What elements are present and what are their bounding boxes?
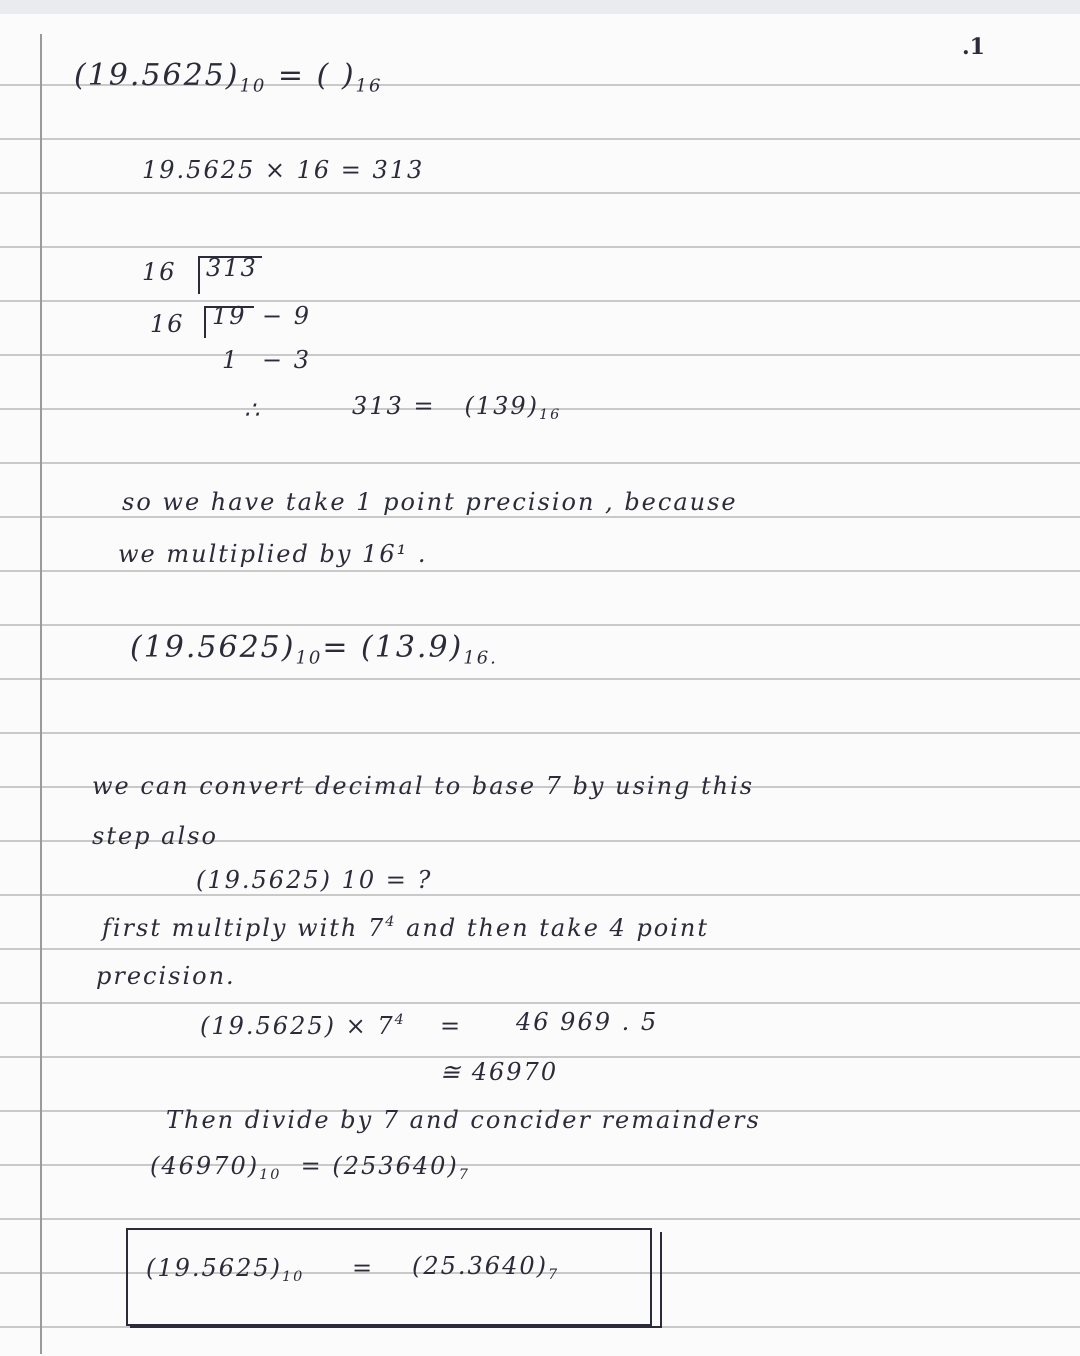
conversion-right-base: 7	[458, 1167, 470, 1184]
instruction-exponent: 4	[385, 914, 397, 930]
final-right	[412, 1252, 559, 1283]
question-number: (19.5625)	[74, 58, 240, 93]
hex-answer-output-base: 16.	[463, 647, 498, 669]
base7-intro-line-2: step also	[92, 822, 218, 850]
conversion-line	[150, 1152, 470, 1183]
divisor-2: 16	[150, 310, 185, 338]
top-bar	[0, 0, 1080, 14]
conversion-left-base: 10	[259, 1167, 282, 1184]
final-left	[146, 1254, 304, 1285]
final-left-number: (19.5625)	[146, 1254, 282, 1282]
approx-line: ≅ 46970	[440, 1058, 559, 1086]
hex-answer-output: = (13.9)	[322, 630, 464, 665]
divide-instruction: Then divide by 7 and concider remainders	[166, 1106, 761, 1134]
remainder-2: − 3	[262, 346, 312, 374]
remainder-1: − 9	[262, 302, 312, 330]
multiply-result: 46 969 . 5	[516, 1008, 659, 1036]
instruction-start: first multiply with 7	[102, 914, 386, 943]
question-line	[74, 58, 382, 96]
multiply-equals: =	[440, 1012, 463, 1040]
decimal-313: 313 =	[352, 392, 436, 420]
multiply-exponent: 4	[394, 1012, 406, 1028]
final-left-base: 10	[281, 1269, 305, 1286]
hex-answer-input-base: 10	[295, 647, 323, 669]
question-base: 10	[239, 75, 267, 97]
multiply-line: 19.5625 × 16 = 313	[142, 156, 425, 184]
instruction-end: and then take 4 point	[396, 914, 710, 943]
quotient: 1	[222, 346, 240, 374]
final-equals: =	[352, 1254, 375, 1282]
dividend-2: 19	[212, 302, 247, 330]
question-target-base: 16	[355, 75, 383, 97]
explanation-line-1: so we have take 1 point precision , because	[122, 488, 738, 516]
final-right-base: 7	[547, 1267, 560, 1284]
multiply-by-7-line	[200, 1012, 406, 1040]
page-mark: .1	[962, 34, 985, 60]
base7-question: (19.5625) 10 = ?	[196, 866, 433, 894]
margin-line	[40, 34, 42, 1354]
hex-139: (139)	[464, 392, 539, 420]
explanation-line-2: we multiplied by 16¹ .	[118, 540, 428, 568]
hex-base: 16	[538, 407, 562, 424]
dividend-1: 313	[206, 254, 258, 282]
hex-answer	[130, 630, 498, 668]
conversion-right: = (253640)	[300, 1152, 459, 1180]
hex-result-line	[352, 392, 561, 423]
divisor-1: 16	[142, 258, 177, 286]
therefore-symbol: ∴	[244, 396, 262, 424]
instruction-line-2: precision.	[96, 962, 236, 990]
hex-answer-input: (19.5625)	[130, 630, 296, 665]
conversion-left: (46970)	[150, 1152, 260, 1180]
multiply-expression: (19.5625) × 7	[200, 1012, 395, 1041]
base7-intro-line-1: we can convert decimal to base 7 by using this	[92, 772, 755, 800]
instruction-line-1	[102, 914, 709, 942]
question-target: = ( )	[266, 58, 356, 93]
final-right-number: (25.3640)	[412, 1252, 548, 1280]
